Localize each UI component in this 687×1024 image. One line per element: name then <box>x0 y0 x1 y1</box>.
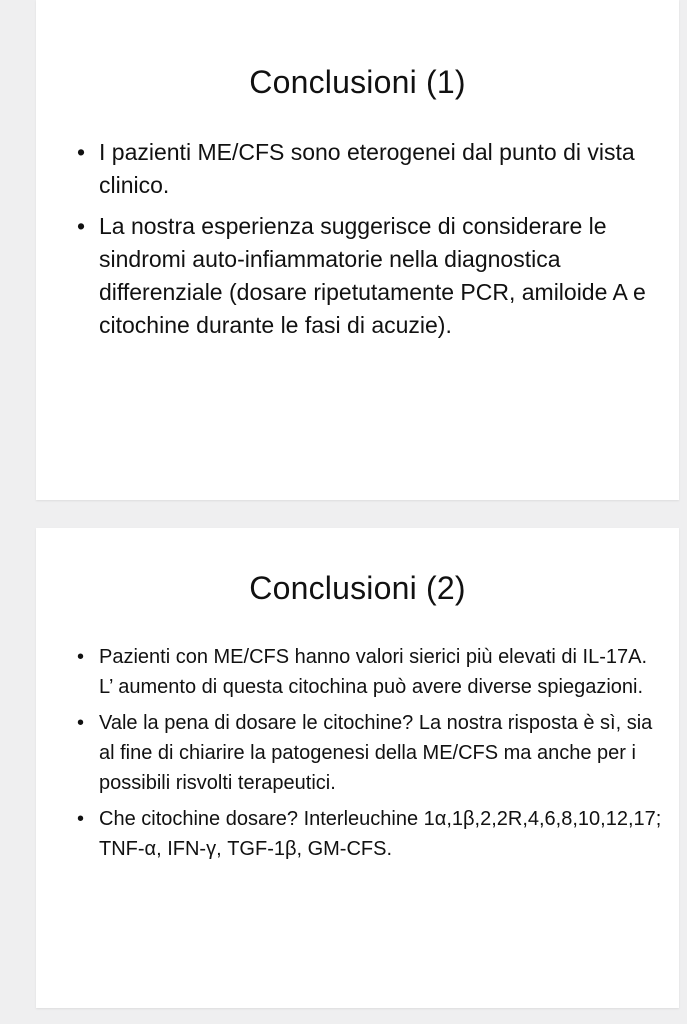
bullet-icon: • <box>77 646 85 668</box>
bullet-item <box>75 708 665 798</box>
bullet-list <box>75 642 665 870</box>
bullet-text: I pazienti ME/CFS sono eterogenei dal punto di vista clinico. <box>99 139 635 198</box>
bullet-icon: • <box>77 213 86 239</box>
bullet-icon: • <box>77 139 86 165</box>
bullet-text: Che citochine dosare? Interleuchine 1α,1β,2,2R,4,6,8,10,12,17; TNF-α, IFN-γ, TGF-1β, GM-CFS. <box>99 808 662 860</box>
bullet-icon: • <box>77 808 85 830</box>
bullet-item <box>75 136 661 202</box>
bullet-item <box>75 804 665 864</box>
bullet-icon: • <box>77 712 85 734</box>
bullet-text: Pazienti con ME/CFS hanno valori sierici più elevati di IL-17A. L’ aumento di questa citochina può avere diverse spiegazioni. <box>99 646 648 698</box>
bullet-text: La nostra esperienza suggerisce di considerare le sindromi auto-infiammatorie nella diagnostica differenziale (dosare ripetutamente PCR, amiloide A e citochine durante le fasi di acuzie). <box>99 213 646 338</box>
slide-title: Conclusioni (2) <box>249 570 466 606</box>
bullet-item <box>75 642 665 702</box>
bullet-text: Vale la pena di dosare le citochine? La nostra risposta è sì, sia al fine di chiarire la patogenesi della ME/CFS ma anche per i possibili risvolti terapeutici. <box>99 712 653 794</box>
slide-conclusioni-2 <box>36 528 679 1008</box>
slide-title: Conclusioni (1) <box>249 64 466 100</box>
slide-conclusioni-1 <box>36 0 679 500</box>
bullet-list <box>75 136 661 350</box>
bullet-item <box>75 210 661 342</box>
